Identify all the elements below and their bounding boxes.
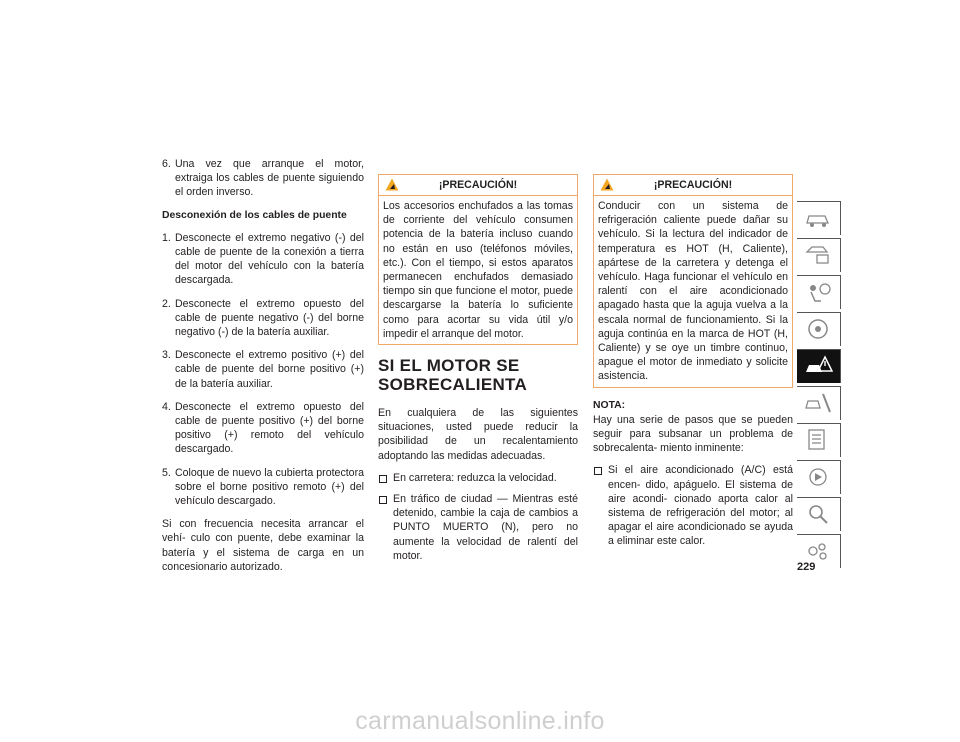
- step-text: Desconecte el extremo opuesto del cable de puente negativo (-) del borne negativo (-) de la batería auxiliar.: [175, 297, 364, 339]
- list-item: [378, 471, 578, 485]
- step-number: 4.: [162, 400, 171, 413]
- tab-customer-assistance[interactable]: [797, 497, 841, 531]
- intro-paragraph: En cualquiera de las siguientes situaciones, usted puede reducir la posibilidad de un recalentamiento adoptando las medidas adecuadas.: [378, 407, 578, 462]
- caution-header: [594, 175, 792, 196]
- car-wrench-icon: [803, 390, 833, 416]
- caution-title: ¡PRECAUCIÓN!: [653, 178, 733, 191]
- bullet-text: En tráfico de ciudad — Mientras esté detenido, cambie la caja de cambios a PUNTO MUERTO (N), pero no aumente la velocidad de ralentí del motor.: [393, 493, 578, 562]
- warning-triangle-icon: [385, 178, 399, 191]
- emergency-car-icon: [803, 353, 833, 379]
- step-number: 6.: [162, 158, 171, 170]
- step-3: [162, 348, 364, 391]
- step-text: Una vez que arranque el motor, extraiga los cables de puente siguiendo el orden inverso.: [175, 158, 364, 199]
- note-label: NOTA:: [593, 399, 626, 411]
- magnifier-icon: [803, 501, 833, 527]
- caution-title: ¡PRECAUCIÓN!: [438, 178, 518, 191]
- note-text: Hay una serie de pasos que se pueden seguir para subsanar un problema de sobrecalenta- miento inminente:: [593, 413, 793, 455]
- section-title-line-1: SI EL MOTOR SE: [378, 356, 520, 376]
- column-left: [162, 157, 364, 582]
- checklist-icon: [803, 427, 833, 453]
- tab-driving[interactable]: [797, 312, 841, 346]
- step-number: 3.: [162, 349, 171, 362]
- tab-emergency[interactable]: [797, 349, 841, 383]
- step-1: [162, 231, 364, 288]
- tab-servicing[interactable]: [797, 386, 841, 420]
- subheading-jumper-disconnect: Desconexión de los cables de puente: [162, 209, 347, 221]
- step-2: [162, 297, 364, 340]
- checkbox-bullet-icon: [379, 496, 387, 504]
- checkbox-bullet-icon: [379, 475, 387, 483]
- step-text: Desconecte el extremo positivo (+) del cable de puente del borne positivo (+) de la batería auxiliar.: [175, 349, 364, 390]
- page-number: 229: [797, 561, 816, 573]
- section-title: [378, 356, 578, 394]
- airbag-icon: [803, 279, 833, 305]
- tab-vehicle-intro[interactable]: [797, 201, 841, 235]
- steering-wheel-icon: [803, 316, 833, 342]
- column-right: [593, 174, 793, 556]
- multimedia-icon: [803, 464, 833, 490]
- bullet-text: En carretera: reduzca la velocidad.: [393, 471, 557, 484]
- step-text: Desconecte el extremo opuesto del cable de puente positivo (+) del borne positivo (+) remoto del vehículo descargado.: [175, 400, 364, 456]
- step-text: Desconecte el extremo negativo (-) del cable de puente de la conexión a tierra del motor del vehículo con la batería descargada.: [175, 231, 364, 287]
- caution-text: Conducir con un sistema de refrigeración caliente puede dañar su vehículo. Si la lectura del indicador de temperatura es HOT (H, Caliente), apártese de la carretera y detenga el vehículo. Haga funcionar el vehículo en ralentí con el aire acondicionado apagado hasta que la aguja vuelva a la escala normal de funcionamiento. Si la aguja continúa en la marca de HOT (H, Caliente) y se oye un timbre continuo, apague el motor de inmediato y solicite asistencia.: [598, 200, 788, 383]
- list-item: [378, 492, 578, 563]
- tab-safety[interactable]: [797, 275, 841, 309]
- step-6: [162, 157, 364, 200]
- car-key-icon: [803, 242, 833, 268]
- chapter-tabs: [797, 201, 841, 571]
- step-number: 5.: [162, 466, 171, 479]
- tab-specifications[interactable]: [797, 423, 841, 457]
- tab-controls[interactable]: [797, 238, 841, 272]
- step-5: [162, 466, 364, 509]
- section-title-line-2: SOBRECALIENTA: [378, 375, 528, 395]
- caution-header: [379, 175, 577, 196]
- checkbox-bullet-icon: [594, 467, 602, 475]
- watermark: carmanualsonline.info: [355, 707, 605, 735]
- caution-box-cooling: [593, 174, 793, 388]
- step-number: 2.: [162, 297, 171, 310]
- caution-box-accessories: [378, 174, 578, 345]
- car-icon: [803, 205, 833, 231]
- caution-text: Los accesorios enchufados a las tomas de corriente del vehículo consumen potencia de la batería incluso cuando no están en uso (teléfonos móviles, etc.). Con el tiempo, si estos aparatos permanecen enchufados demasiado tiempo sin que funcione el motor, puede descargarse la batería lo suficiente como para acortar su vida útil y/o impedir el arranque del motor.: [383, 200, 573, 340]
- list-item: [593, 463, 793, 548]
- tab-multimedia[interactable]: [797, 460, 841, 494]
- warning-triangle-icon: [600, 178, 614, 191]
- closing-paragraph: Si con frecuencia necesita arrancar el vehí- culo con puente, debe examinar la batería y el sistema de carga en un concesionario autorizado.: [162, 518, 364, 573]
- column-middle: [378, 174, 578, 570]
- bullet-text: Si el aire acondicionado (A/C) está encen- dido, apáguelo. El sistema de aire acondi- cionado aporta calor al sistema de refrigeración del motor; al apagar el aire acondicionado se ayuda a eliminar este calor.: [608, 464, 793, 548]
- step-4: [162, 400, 364, 457]
- step-text: Coloque de nuevo la cubierta protectora sobre el borne positivo remoto (+) del vehículo descargado.: [175, 466, 364, 508]
- step-number: 1.: [162, 231, 171, 244]
